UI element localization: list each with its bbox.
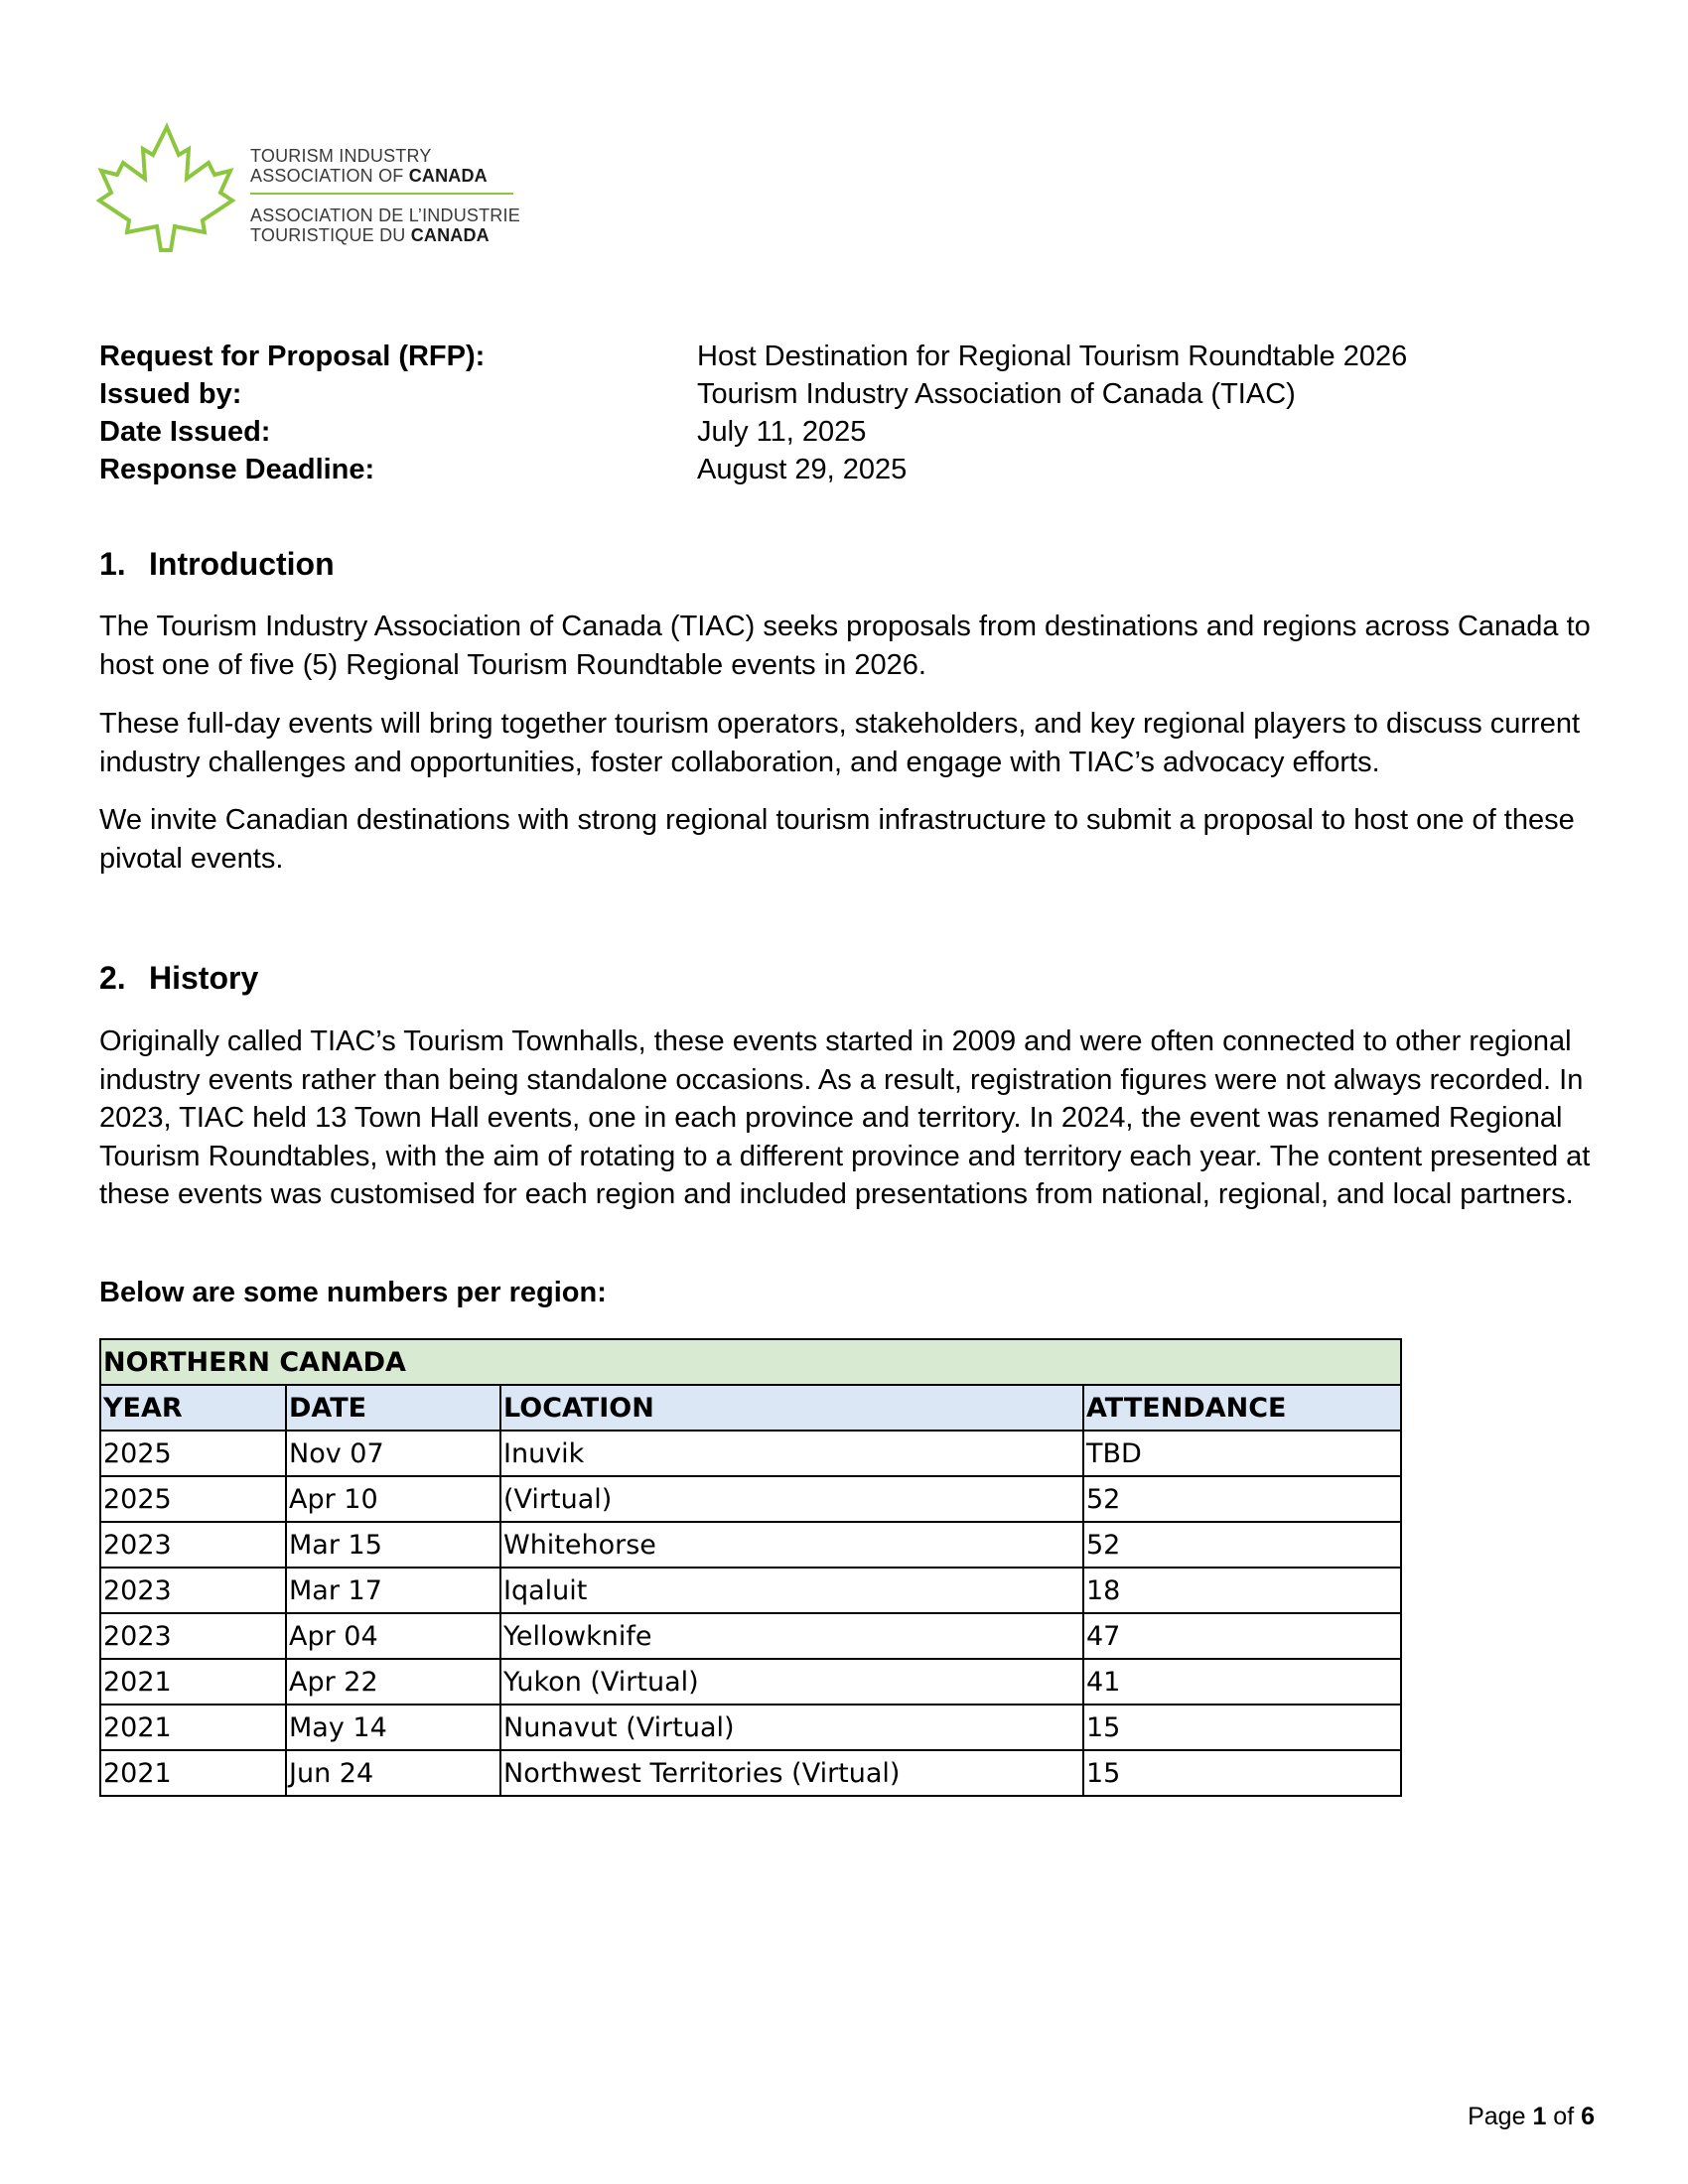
meta-label: Request for Proposal (RFP): [99, 341, 486, 372]
logo-en-line2: ASSOCIATION OF CANADA [250, 166, 488, 186]
cell-attendance: 52 [1083, 1522, 1401, 1568]
cell-attendance: 15 [1083, 1705, 1401, 1750]
logo-divider [250, 193, 513, 195]
meta-value: Tourism Industry Association of Canada (TIAC) [697, 378, 1296, 410]
table-row [100, 1750, 1401, 1796]
cell-location: Yukon (Virtual) [500, 1659, 1083, 1705]
cell-location: Northwest Territories (Virtual) [500, 1750, 1083, 1796]
cell-date: Nov 07 [286, 1431, 500, 1476]
section-title: History [149, 960, 259, 996]
cell-location: Inuvik [500, 1431, 1083, 1476]
cell-year: 2023 [100, 1568, 286, 1613]
rfp-meta [99, 338, 1589, 488]
section-title: Introduction [149, 546, 335, 582]
column-header-attendance: ATTENDANCE [1083, 1385, 1401, 1431]
section-number: 2. [99, 960, 126, 996]
history-paragraph: Originally called TIAC’s Tourism Townhalls, these events started in 2009 and were often connected to other regional industry events rather than being standalone occasions. As a result, registration figures were not always recorded. In 2023, TIAC held 13 Town Hall events, one in each province and territory. In 2024, the event was renamed Regional Tourism Roundtables, with the aim of rotating to a different province and territory each year. The content presented at these events was customised for each region and included presentations from national, regional, and local partners. [99, 1025, 1591, 1210]
tiac-logo [91, 121, 528, 260]
table-row [100, 1705, 1401, 1750]
intro-paragraph-3: We invite Canadian destinations with strong regional tourism infrastructure to submit a proposal to host one of these pivotal events. [99, 804, 1575, 875]
region-name: NORTHERN CANADA [100, 1339, 1401, 1385]
meta-row-issued-by [99, 375, 1589, 413]
page-number: Page 1 of 6 [1468, 2103, 1595, 2130]
table-row [100, 1568, 1401, 1613]
section-number: 1. [99, 546, 126, 582]
cell-location: Nunavut (Virtual) [500, 1705, 1083, 1750]
table-row [100, 1522, 1401, 1568]
table-row [100, 1613, 1401, 1659]
meta-label: Response Deadline: [99, 454, 375, 485]
cell-year: 2023 [100, 1522, 286, 1568]
table-row [100, 1431, 1401, 1476]
meta-label: Date Issued: [99, 416, 271, 448]
cell-location: (Virtual) [500, 1476, 1083, 1522]
logo-text-english [250, 146, 488, 186]
cell-location: Iqaluit [500, 1568, 1083, 1613]
cell-location: Yellowknife [500, 1613, 1083, 1659]
table-row [100, 1659, 1401, 1705]
meta-row-deadline [99, 451, 1589, 488]
table-header-row [100, 1385, 1401, 1431]
cell-year: 2025 [100, 1476, 286, 1522]
table-region-row [100, 1339, 1401, 1385]
cell-date: Apr 10 [286, 1476, 500, 1522]
meta-value: Host Destination for Regional Tourism Roundtable 2026 [697, 341, 1408, 372]
cell-date: Mar 17 [286, 1568, 500, 1613]
intro-paragraph-2: These full-day events will bring together tourism operators, stakeholders, and key regional players to discuss current industry challenges and opportunities, foster collaboration, and engage with TIAC’s advocacy efforts. [99, 708, 1581, 778]
cell-date: Jun 24 [286, 1750, 500, 1796]
cell-attendance: 47 [1083, 1613, 1401, 1659]
meta-row-date-issued [99, 413, 1589, 451]
meta-value: August 29, 2025 [697, 454, 908, 485]
cell-year: 2021 [100, 1750, 286, 1796]
table-row [100, 1476, 1401, 1522]
cell-date: Mar 15 [286, 1522, 500, 1568]
intro-paragraph-1: The Tourism Industry Association of Canada (TIAC) seeks proposals from destinations and regions across Canada to host one of five (5) Regional Tourism Roundtable events in 2026. [99, 611, 1591, 681]
cell-year: 2023 [100, 1613, 286, 1659]
cell-attendance: 52 [1083, 1476, 1401, 1522]
cell-attendance: 41 [1083, 1659, 1401, 1705]
section-heading-history [99, 958, 258, 998]
northern-canada-table [99, 1338, 1402, 1797]
cell-attendance: TBD [1083, 1431, 1401, 1476]
cell-date: Apr 04 [286, 1613, 500, 1659]
logo-en-line1: TOURISM INDUSTRY [250, 146, 432, 166]
cell-date: May 14 [286, 1705, 500, 1750]
table-lead-in: Below are some numbers per region: [99, 1277, 607, 1308]
column-header-date: DATE [286, 1385, 500, 1431]
column-header-year: YEAR [100, 1385, 286, 1431]
maple-leaf-icon [91, 121, 240, 255]
cell-date: Apr 22 [286, 1659, 500, 1705]
cell-location: Whitehorse [500, 1522, 1083, 1568]
cell-attendance: 15 [1083, 1750, 1401, 1796]
meta-label: Issued by: [99, 378, 242, 410]
cell-attendance: 18 [1083, 1568, 1401, 1613]
cell-year: 2021 [100, 1705, 286, 1750]
column-header-location: LOCATION [500, 1385, 1083, 1431]
logo-fr-line2: TOURISTIQUE DU CANADA [250, 225, 490, 245]
logo-fr-line1: ASSOCIATION DE L’INDUSTRIE [250, 205, 520, 225]
cell-year: 2025 [100, 1431, 286, 1476]
cell-year: 2021 [100, 1659, 286, 1705]
meta-row-rfp [99, 338, 1589, 375]
meta-value: July 11, 2025 [697, 416, 867, 448]
logo-text-french [250, 205, 520, 245]
section-heading-introduction [99, 544, 335, 584]
